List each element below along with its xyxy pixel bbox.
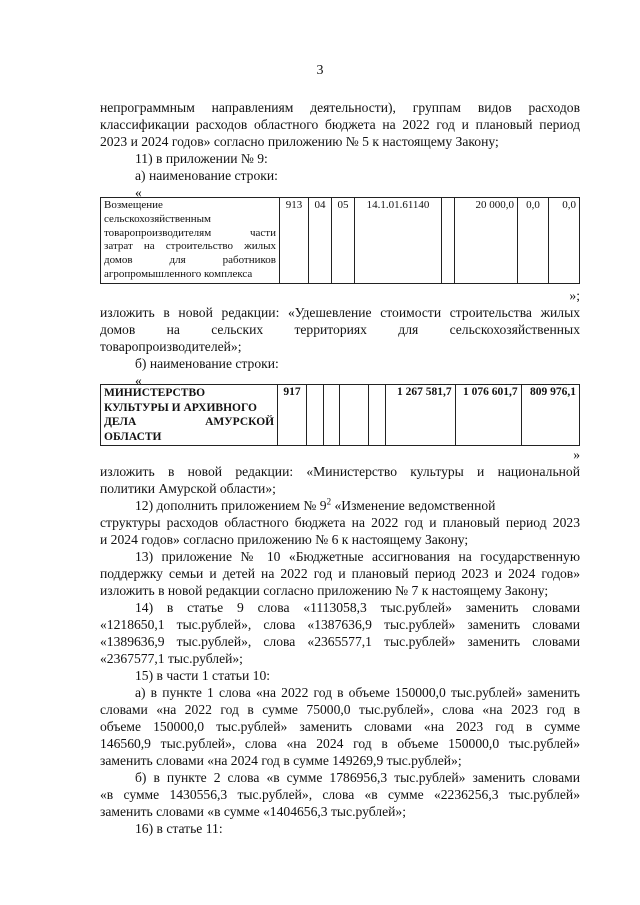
close-quote: »; xyxy=(569,288,580,303)
text-line: б) наименование строки: xyxy=(135,356,279,371)
code-cell: 14.1.01.61140 xyxy=(355,198,442,284)
open-quote: « xyxy=(135,373,142,388)
code-cell: 917 xyxy=(278,385,307,446)
code-cell xyxy=(442,198,455,284)
row-name-line: Возмещение xyxy=(104,199,163,211)
value-cell: 20 000,0 xyxy=(455,198,518,284)
page-number: 3 xyxy=(316,63,324,78)
text-line: а) наименование строки: xyxy=(135,168,278,183)
text-line: товаропроизводителей»; xyxy=(100,339,242,354)
row-name-cell xyxy=(101,385,278,446)
text-line: поддержку семьи и детей на 2022 год и плановый период 2023 и 2024 годов» xyxy=(100,566,580,581)
text-line: заменить словами «в сумме «1404656,3 тыс.рублей»; xyxy=(100,804,406,819)
close-quote: » xyxy=(573,447,580,462)
value-cell: 1 076 601,7 xyxy=(455,385,521,446)
text-line: 14) в статье 9 слова «1113058,3 тыс.рублей» заменить словами xyxy=(135,600,580,615)
text-fragment: «Изменение ведомственной xyxy=(331,498,496,513)
budget-row-table-2 xyxy=(100,384,580,446)
text-line: 16) в статье 11: xyxy=(135,821,223,836)
text-line: а) в пункте 1 слова «на 2022 год в объеме 150000,0 тыс.рублей» заменить xyxy=(135,685,580,700)
text-line: б) в пункте 2 слова «в сумме 1786956,3 тыс.рублей» заменить словами xyxy=(135,770,580,785)
row-name-line: затрат на строительство жилых xyxy=(104,240,276,253)
row-name-line: ОБЛАСТИ xyxy=(104,430,162,443)
text-line: «1218650,1 тыс.рублей», слова «1387636,9 тыс.рублей» заменить словами xyxy=(100,617,580,632)
text-fragment xyxy=(135,497,495,514)
text-line: домов на сельских территориях для сельскохозяйственных xyxy=(100,322,580,337)
text-line: «1389636,9 тыс.рублей», слова «2365577,1 тыс.рублей» заменить словами xyxy=(100,634,580,649)
text-line: изложить в новой редакции: «Министерство культуры и национальной xyxy=(100,464,580,479)
superscript: 2 xyxy=(326,496,332,507)
text-fragment: 12) дополнить приложением № 9 xyxy=(135,498,327,513)
text-line: политики Амурской области»; xyxy=(100,481,276,496)
table-row xyxy=(101,198,580,284)
code-cell: 04 xyxy=(309,198,332,284)
row-name-cell xyxy=(101,198,280,284)
text-line: 11) в приложении № 9: xyxy=(135,151,268,166)
table-row xyxy=(101,385,580,446)
code-cell xyxy=(368,385,385,446)
row-name-line: сельскохозяйственным xyxy=(104,212,211,225)
value-cell: 809 976,1 xyxy=(521,385,579,446)
row-name-line: товаропроизводителям части xyxy=(104,226,276,239)
code-cell: 913 xyxy=(280,198,309,284)
code-cell xyxy=(323,385,340,446)
text-line: 2023 и 2024 годов» согласно приложению № 5 к настоящему Закону; xyxy=(100,134,499,149)
text-line: классификации расходов областного бюджета на 2022 год и плановый период xyxy=(100,117,580,132)
text-line: непрограммным направлениям деятельности), группам видов расходов xyxy=(100,100,580,115)
value-cell: 0,0 xyxy=(518,198,549,284)
text-line: 15) в части 1 статьи 10: xyxy=(135,668,271,683)
text-line: «2367577,1 тыс.рублей»; xyxy=(100,651,243,666)
text-line: и 2024 годов» согласно приложению № 6 к настоящему Закону; xyxy=(100,532,469,547)
text-line: «в сумме 1430556,3 тыс.рублей», слова «в сумме «2236256,3 тыс.рублей» xyxy=(100,787,580,802)
open-quote: « xyxy=(135,185,142,200)
code-cell xyxy=(340,385,368,446)
text-line xyxy=(135,497,580,514)
value-cell: 0,0 xyxy=(549,198,580,284)
text-line: структуры расходов областного бюджета на 2022 год и плановый период 2023 xyxy=(100,515,580,530)
row-name-line: агропромышленного комплекса xyxy=(104,267,253,280)
text-line: 13) приложение № 10 «Бюджетные ассигнования на государственную xyxy=(135,549,580,564)
code-cell xyxy=(306,385,323,446)
text-line: изложить в новой редакции согласно приложению № 7 к настоящему Закону; xyxy=(100,583,549,598)
text-line: заменить словами «на 2024 год в сумме 149269,9 тыс.рублей»; xyxy=(100,753,462,768)
text-line: 146560,9 тыс.рублей», слова «на 2024 год в объеме 150000,0 тыс.рублей» xyxy=(100,736,580,751)
row-name-line: КУЛЬТУРЫ И АРХИВНОГО xyxy=(104,401,257,414)
row-name-line: МИНИСТЕРСТВО xyxy=(104,387,206,399)
row-name-line: ДЕЛА АМУРСКОЙ xyxy=(104,416,275,428)
text-line: изложить в новой редакции: «Удешевление стоимости строительства жилых xyxy=(100,305,580,320)
row-name-line: домов для работников xyxy=(104,254,276,267)
text-line: объеме 150000,0 тыс.рублей» заменить словами «на 2023 год в сумме xyxy=(100,719,580,734)
code-cell: 05 xyxy=(332,198,355,284)
budget-row-table-1 xyxy=(100,197,580,284)
text-line: словами «на 2022 год в сумме 75000,0 тыс.рублей», слова «на 2023 год в xyxy=(100,702,580,717)
value-cell: 1 267 581,7 xyxy=(385,385,455,446)
